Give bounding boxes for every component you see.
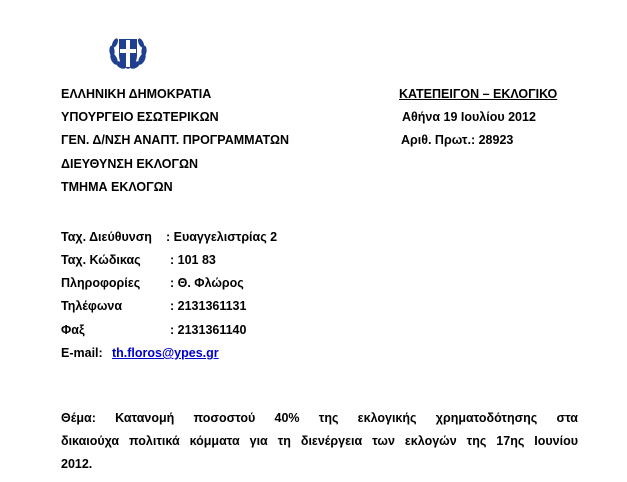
header-general-directorate: ΓΕΝ. Δ/ΝΣΗ ΑΝΑΠΤ. ΠΡΟΓΡΑΜΜΑΤΩΝ [61,133,290,147]
address-label: Ταχ. Διεύθυνση [61,230,152,244]
info-label: Πληροφορίες [61,276,141,290]
header-ministry: ΥΠΟΥΡΓΕΙΟ ΕΣΩΤΕΡΙΚΩΝ [61,110,219,124]
email-label: E-mail: [61,346,103,360]
email-link[interactable]: th.floros@ypes.gr [112,346,219,360]
header-country: ΕΛΛΗΝΙΚΗ ΔΗΜΟΚΡΑΤΙΑ [61,87,212,101]
urgency-label: ΚΑΤΕΠΕΙΓΟΝ – ΕΚΛΟΓΙΚΟ [399,87,558,101]
phone-value: : 2131361131 [170,299,247,313]
protocol-number: Αριθ. Πρωτ.: 28923 [401,133,514,147]
header-department: ΤΜΗΜΑ ΕΚΛΟΓΩΝ [61,180,173,194]
address-value: : Ευαγγελιστρίας 2 [166,230,278,244]
info-value: : Θ. Φλώρος [170,276,244,290]
subject-line-3: 2012. [61,457,93,471]
fax-value: : 2131361140 [170,323,247,337]
postal-code-label: Ταχ. Κώδικας [61,253,141,267]
subject-line-2: δικαιούχα πολιτικά κόμματα για τη διενέργεια των εκλογών της 17ης Ιουνίου [61,434,578,448]
coat-of-arms-icon [106,31,150,75]
postal-code-value: : 101 83 [170,253,216,267]
header-directorate: ΔΙΕΥΘΥΝΣΗ ΕΚΛΟΓΩΝ [61,157,199,171]
document-date: Αθήνα 19 Ιουλίου 2012 [402,110,536,124]
subject-paragraph [61,407,578,476]
subject-label: Θέμα: [61,411,96,425]
fax-label: Φαξ [61,323,85,337]
phone-label: Τηλέφωνα [61,299,123,313]
subject-line-1 [61,407,578,430]
subject-text-1: Κατανομή ποσοστού 40% της εκλογικής χρηματοδότησης στα [115,411,578,425]
